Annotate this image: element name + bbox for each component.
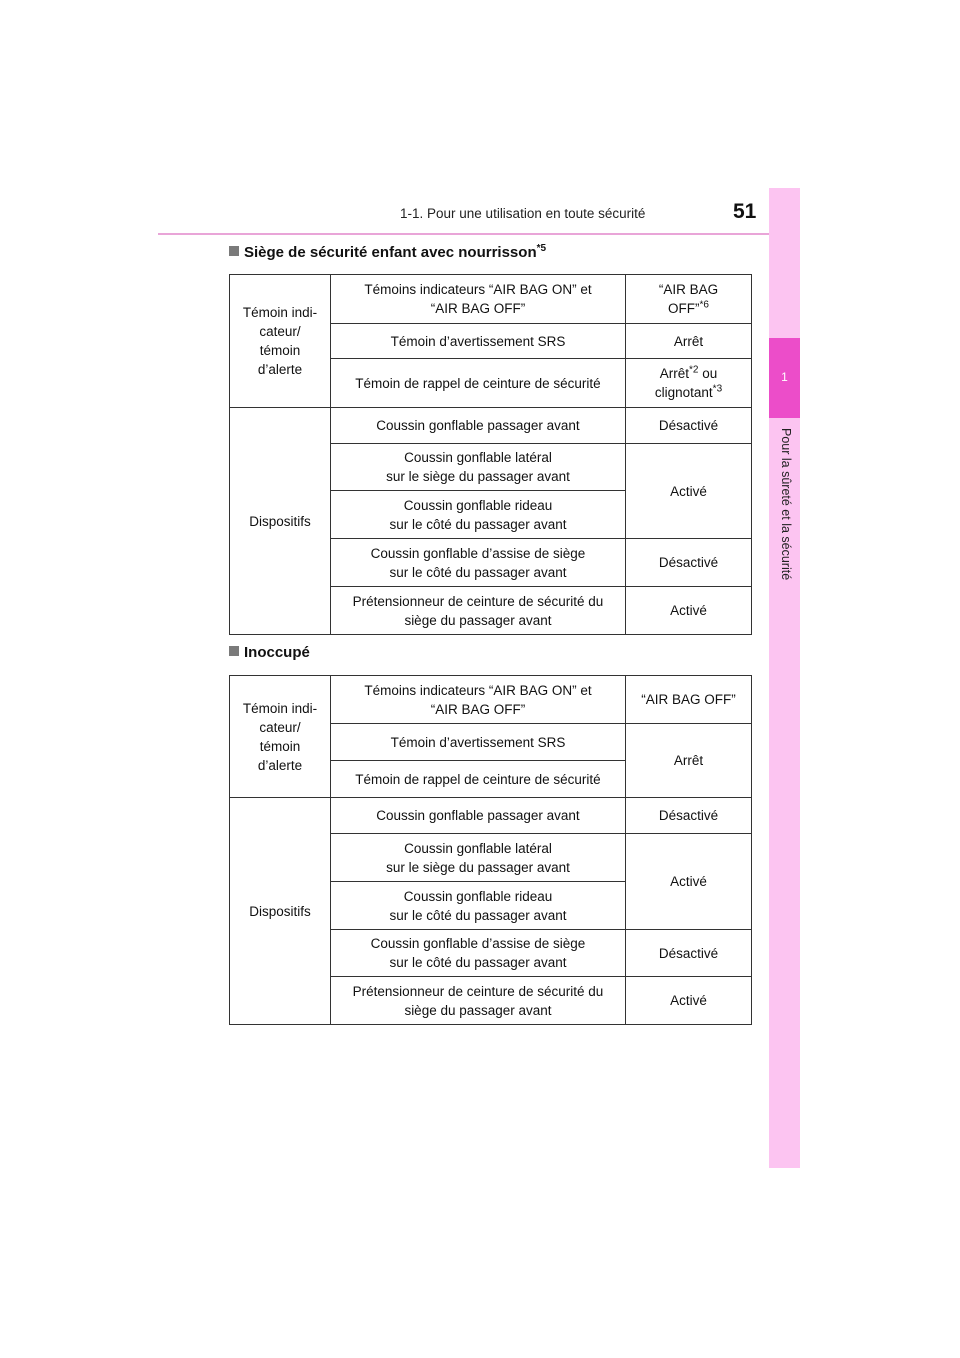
state-cell: Désactivé — [626, 408, 752, 444]
table-row — [230, 408, 752, 444]
square-bullet-icon — [229, 246, 239, 256]
item-cell: Coussin gonflable d’assise de siège sur le côté du passager avant — [331, 930, 626, 977]
group-label-devices: Dispositifs — [230, 408, 331, 635]
state-cell — [626, 359, 752, 408]
group-label-indicators: Témoin indi- cateur/ témoin d’alerte — [230, 275, 331, 408]
chapter-side-tab — [769, 188, 800, 1168]
item-cell: Coussin gonflable rideau sur le côté du passager avant — [331, 882, 626, 930]
state-cell: Activé — [626, 834, 752, 930]
item-cell: Coussin gonflable rideau sur le côté du passager avant — [331, 491, 626, 539]
group-label-devices: Dispositifs — [230, 798, 331, 1025]
item-cell: Coussin gonflable latéral sur le siège du passager avant — [331, 834, 626, 882]
item-cell: Témoin d’avertissement SRS — [331, 724, 626, 761]
footnote-ref: *3 — [712, 383, 723, 395]
item-cell: Prétensionneur de ceinture de sécurité du siège du passager avant — [331, 977, 626, 1025]
state-cell — [626, 275, 752, 324]
state-cell: Désactivé — [626, 930, 752, 977]
state-cell: Arrêt — [626, 724, 752, 798]
header-divider — [158, 233, 800, 235]
item-cell: Témoin de rappel de ceinture de sécurité — [331, 761, 626, 798]
section-heading-infant-seat — [229, 244, 546, 261]
status-table-infant-seat — [229, 274, 752, 635]
item-cell: Coussin gonflable d’assise de siège sur le côté du passager avant — [331, 539, 626, 587]
state-cell: Désactivé — [626, 798, 752, 834]
item-cell: Coussin gonflable latéral sur le siège du passager avant — [331, 444, 626, 491]
header-section-title: 1-1. Pour une utilisation en toute sécurité — [400, 206, 646, 221]
table-row — [230, 275, 752, 324]
item-cell: Coussin gonflable passager avant — [331, 798, 626, 834]
table-row — [230, 676, 752, 724]
square-bullet-icon — [229, 646, 239, 656]
section-heading-text: Inoccupé — [244, 644, 310, 661]
state-text: “AIR BAG OFF” — [658, 282, 719, 316]
item-cell: Coussin gonflable passager avant — [331, 408, 626, 444]
page-number: 51 — [733, 200, 757, 223]
footnote-ref: *6 — [699, 299, 709, 311]
state-cell: Activé — [626, 444, 752, 539]
chapter-number: 1 — [781, 370, 788, 384]
footnote-ref: *5 — [536, 243, 547, 254]
item-cell: Prétensionneur de ceinture de sécurité du siège du passager avant — [331, 587, 626, 635]
item-cell: Témoin d’avertissement SRS — [331, 324, 626, 359]
state-text: ou clignotant — [654, 366, 718, 400]
section-heading-unoccupied — [229, 644, 310, 661]
item-cell: Témoins indicateurs “AIR BAG ON” et “AIR BAG OFF” — [331, 275, 626, 324]
footnote-ref: *2 — [689, 364, 699, 376]
table-row — [230, 798, 752, 834]
state-text: Arrêt — [659, 366, 690, 381]
state-cell: “AIR BAG OFF” — [626, 676, 752, 724]
group-label-indicators: Témoin indi- cateur/ témoin d’alerte — [230, 676, 331, 798]
state-cell: Activé — [626, 587, 752, 635]
chapter-label: Pour la sûreté et la sécurité — [779, 428, 793, 581]
state-cell: Désactivé — [626, 539, 752, 587]
status-table-unoccupied — [229, 675, 752, 1025]
item-cell: Témoins indicateurs “AIR BAG ON” et “AIR BAG OFF” — [331, 676, 626, 724]
item-cell: Témoin de rappel de ceinture de sécurité — [331, 359, 626, 408]
state-cell: Activé — [626, 977, 752, 1025]
section-heading-text: Siège de sécurité enfant avec nourrisson — [244, 244, 537, 261]
state-cell: Arrêt — [626, 324, 752, 359]
